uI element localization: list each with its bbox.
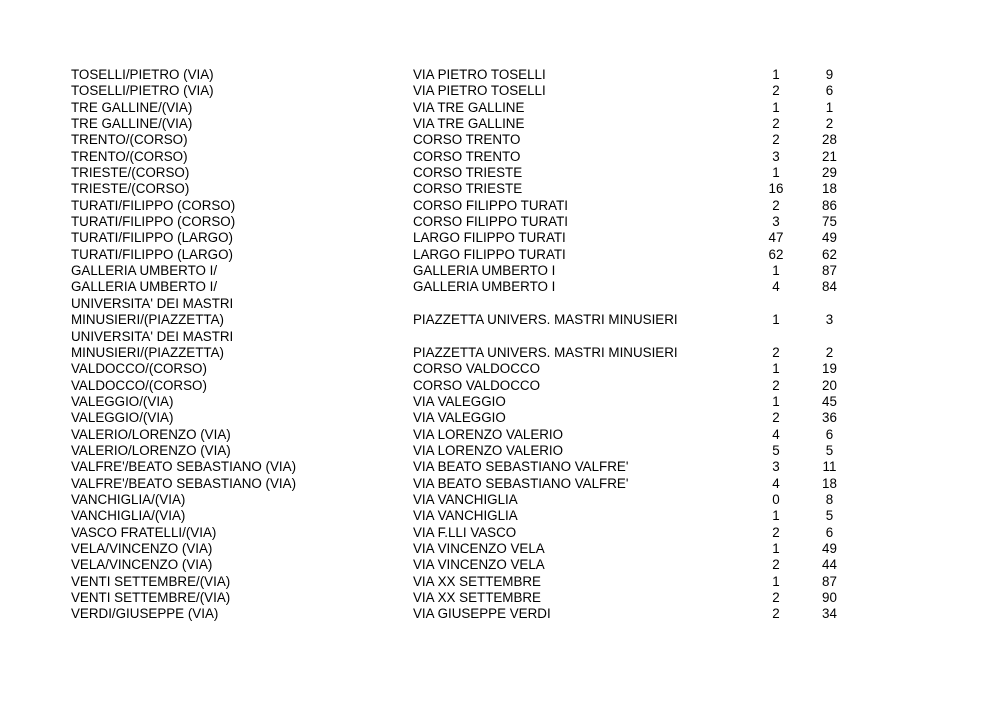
street-name-key-cell: VALEGGIO/(VIA) — [71, 410, 174, 426]
table-row — [71, 329, 851, 362]
street-name-key-cell: UNIVERSITA' DEI MASTRI MINUSIERI/(PIAZZETTA) — [71, 295, 234, 328]
table-row — [71, 476, 851, 492]
table-row — [71, 394, 851, 410]
table-row — [71, 574, 851, 590]
end-number-cell: 5 — [825, 508, 834, 524]
street-name-key-cell: UNIVERSITA' DEI MASTRI MINUSIERI/(PIAZZETTA) — [71, 328, 234, 360]
start-number-cell: 2 — [772, 132, 780, 148]
start-number-cell: 2 — [772, 116, 780, 132]
table-row — [71, 132, 851, 148]
street-name-key-cell: VALFRE'/BEATO SEBASTIANO (VIA) — [71, 475, 297, 491]
end-number-cell: 28 — [822, 132, 837, 148]
table-row — [71, 116, 851, 132]
end-number-cell: 36 — [822, 410, 837, 426]
start-number-cell: 1 — [772, 361, 780, 377]
street-name-cell: VIA BEATO SEBASTIANO VALFRE' — [413, 475, 629, 491]
end-number-cell: 29 — [822, 165, 837, 181]
street-name-key-cell: TURATI/FILIPPO (CORSO) — [71, 197, 236, 213]
street-name-cell: VIA PIETRO TOSELLI — [413, 67, 546, 82]
street-name-key-cell: GALLERIA UMBERTO I/ — [71, 263, 218, 279]
start-number-cell: 1 — [772, 540, 780, 556]
table-row — [71, 214, 851, 230]
street-name-cell: VIA VINCENZO VELA — [413, 540, 545, 556]
street-name-key-cell: VANCHIGLIA/(VIA) — [71, 491, 186, 507]
street-name-cell: CORSO FILIPPO TURATI — [413, 197, 569, 213]
street-name-key-cell: VASCO FRATELLI/(VIA) — [71, 524, 217, 540]
street-name-cell: VIA VALEGGIO — [413, 393, 506, 409]
table-row — [71, 525, 851, 541]
street-name-key-cell: VELA/VINCENZO (VIA) — [71, 557, 213, 573]
street-name-key-cell: TRENTO/(CORSO) — [71, 148, 188, 164]
end-number-cell: 75 — [822, 214, 837, 230]
table-row — [71, 279, 851, 295]
end-number-cell: 87 — [822, 263, 837, 279]
street-name-key-cell: TRIESTE/(CORSO) — [71, 165, 190, 181]
street-name-key-cell: TRE GALLINE/(VIA) — [71, 99, 193, 115]
start-number-cell: 3 — [772, 148, 780, 164]
street-name-cell: VIA F.LLI VASCO — [413, 524, 517, 540]
end-number-cell: 5 — [825, 442, 834, 458]
start-number-cell: 4 — [772, 279, 780, 295]
start-number-cell: 0 — [772, 491, 780, 507]
start-number-cell: 62 — [768, 246, 784, 262]
end-number-cell: 18 — [822, 181, 837, 197]
table-row — [71, 508, 851, 524]
start-number-cell: 3 — [772, 459, 780, 475]
end-number-cell: 86 — [822, 197, 837, 213]
table-row — [71, 230, 851, 246]
start-number-cell: 1 — [772, 573, 780, 589]
table-row — [71, 492, 851, 508]
table-row — [71, 443, 851, 459]
street-name-key-cell: VALERIO/LORENZO (VIA) — [71, 426, 231, 442]
table-row — [71, 247, 851, 263]
start-number-cell: 4 — [772, 426, 780, 442]
table-row — [71, 67, 851, 83]
street-name-key-cell: VALDOCCO/(CORSO) — [71, 377, 207, 393]
start-number-cell: 2 — [772, 83, 780, 99]
street-name-key-cell: TURATI/FILIPPO (LARGO) — [71, 230, 233, 246]
table-row — [71, 427, 851, 443]
end-number-cell: 6 — [825, 524, 834, 540]
end-number-cell: 18 — [822, 475, 837, 491]
street-name-cell: CORSO TRENTO — [413, 132, 521, 148]
end-number-cell: 9 — [825, 67, 834, 82]
street-name-key-cell: TRE GALLINE/(VIA) — [71, 116, 193, 132]
street-name-key-cell: VALFRE'/BEATO SEBASTIANO (VIA) — [71, 459, 297, 475]
street-name-cell: VIA XX SETTEMBRE — [413, 590, 541, 605]
start-number-cell: 1 — [772, 393, 780, 409]
end-number-cell: 3 — [825, 312, 834, 328]
start-number-cell: 1 — [772, 99, 780, 115]
start-number-cell: 2 — [772, 377, 780, 393]
start-number-cell: 2 — [772, 410, 780, 426]
start-number-cell: 1 — [772, 67, 780, 82]
end-number-cell: 6 — [825, 83, 834, 99]
street-name-cell: VIA PIETRO TOSELLI — [413, 83, 546, 99]
street-name-cell: VIA VALEGGIO — [413, 410, 506, 426]
table-row — [71, 263, 851, 279]
street-name-cell: CORSO VALDOCCO — [413, 377, 540, 393]
street-name-key-cell: VALERIO/LORENZO (VIA) — [71, 442, 231, 458]
table-row — [71, 541, 851, 557]
end-number-cell: 62 — [822, 246, 837, 262]
table-row — [71, 410, 851, 426]
street-name-key-cell: GALLERIA UMBERTO I/ — [71, 279, 218, 295]
start-number-cell: 1 — [772, 165, 780, 181]
street-name-cell: PIAZZETTA UNIVERS. MASTRI MINUSIERI — [413, 344, 678, 360]
street-name-cell: CORSO VALDOCCO — [413, 361, 540, 377]
street-name-cell: CORSO FILIPPO TURATI — [413, 214, 569, 230]
street-name-key-cell: TOSELLI/PIETRO (VIA) — [71, 67, 214, 82]
start-number-cell: 47 — [768, 230, 784, 246]
street-name-key-cell: TURATI/FILIPPO (CORSO) — [71, 214, 236, 230]
street-name-cell: VIA BEATO SEBASTIANO VALFRE' — [413, 459, 629, 475]
table-row — [71, 557, 851, 573]
start-number-cell: 2 — [772, 524, 780, 540]
table-row — [71, 459, 851, 475]
start-number-cell: 2 — [772, 197, 780, 213]
end-number-cell: 87 — [822, 573, 837, 589]
start-number-cell: 2 — [772, 344, 780, 360]
street-name-cell: VIA VINCENZO VELA — [413, 557, 545, 573]
end-number-cell: 8 — [825, 491, 834, 507]
street-name-cell: VIA TRE GALLINE — [413, 116, 525, 132]
street-name-cell: CORSO TRENTO — [413, 148, 521, 164]
street-name-key-cell: TOSELLI/PIETRO (VIA) — [71, 83, 214, 99]
table-row — [71, 378, 851, 394]
start-number-cell: 16 — [768, 181, 784, 197]
street-name-cell: VIA VANCHIGLIA — [413, 491, 518, 507]
end-number-cell: 84 — [822, 279, 837, 295]
end-number-cell: 90 — [822, 590, 837, 605]
start-number-cell: 2 — [772, 557, 780, 573]
street-name-cell: GALLERIA UMBERTO I — [413, 279, 556, 295]
street-name-cell: VIA GIUSEPPE VERDI — [413, 606, 551, 622]
street-table — [71, 67, 851, 623]
street-name-key-cell: VANCHIGLIA/(VIA) — [71, 508, 186, 524]
end-number-cell: 45 — [822, 393, 837, 409]
street-name-cell: VIA XX SETTEMBRE — [413, 573, 541, 589]
start-number-cell: 2 — [772, 590, 780, 605]
street-name-key-cell: VALDOCCO/(CORSO) — [71, 361, 207, 377]
street-name-cell: LARGO FILIPPO TURATI — [413, 230, 566, 246]
street-name-cell: PIAZZETTA UNIVERS. MASTRI MINUSIERI — [413, 312, 678, 328]
street-name-cell: VIA VANCHIGLIA — [413, 508, 518, 524]
street-name-cell: GALLERIA UMBERTO I — [413, 263, 556, 279]
table-row — [71, 198, 851, 214]
start-number-cell: 1 — [772, 508, 780, 524]
end-number-cell: 19 — [822, 361, 837, 377]
table-row — [71, 149, 851, 165]
table-row — [71, 590, 851, 606]
street-name-cell: VIA LORENZO VALERIO — [413, 426, 564, 442]
end-number-cell: 34 — [822, 606, 837, 622]
end-number-cell: 11 — [822, 459, 837, 475]
start-number-cell: 5 — [772, 442, 780, 458]
street-name-key-cell: TURATI/FILIPPO (LARGO) — [71, 246, 233, 262]
end-number-cell: 2 — [825, 116, 834, 132]
street-name-cell: CORSO TRIESTE — [413, 181, 523, 197]
start-number-cell: 3 — [772, 214, 780, 230]
table-row — [71, 165, 851, 181]
table-row — [71, 100, 851, 116]
end-number-cell: 2 — [825, 344, 834, 360]
end-number-cell: 21 — [822, 148, 837, 164]
street-name-key-cell: VELA/VINCENZO (VIA) — [71, 540, 213, 556]
table-row — [71, 606, 851, 622]
street-name-key-cell: TRENTO/(CORSO) — [71, 132, 188, 148]
start-number-cell: 1 — [772, 263, 780, 279]
end-number-cell: 44 — [822, 557, 837, 573]
table-row — [71, 181, 851, 197]
street-name-cell: LARGO FILIPPO TURATI — [413, 246, 566, 262]
street-name-key-cell: VALEGGIO/(VIA) — [71, 393, 174, 409]
end-number-cell: 6 — [825, 426, 834, 442]
start-number-cell: 4 — [772, 475, 780, 491]
street-name-cell: VIA LORENZO VALERIO — [413, 442, 564, 458]
street-name-key-cell: VERDI/GIUSEPPE (VIA) — [71, 606, 219, 622]
street-name-key-cell: VENTI SETTEMBRE/(VIA) — [71, 573, 231, 589]
table-row — [71, 83, 851, 99]
end-number-cell: 49 — [822, 540, 837, 556]
street-name-cell: VIA TRE GALLINE — [413, 99, 525, 115]
street-name-key-cell: TRIESTE/(CORSO) — [71, 181, 190, 197]
street-name-key-cell: VENTI SETTEMBRE/(VIA) — [71, 590, 231, 605]
table-row — [71, 361, 851, 377]
street-name-cell: CORSO TRIESTE — [413, 165, 523, 181]
end-number-cell: 49 — [822, 230, 837, 246]
start-number-cell: 2 — [772, 606, 780, 622]
start-number-cell: 1 — [772, 312, 780, 328]
end-number-cell: 20 — [822, 377, 837, 393]
table-row — [71, 296, 851, 329]
end-number-cell: 1 — [825, 99, 834, 115]
